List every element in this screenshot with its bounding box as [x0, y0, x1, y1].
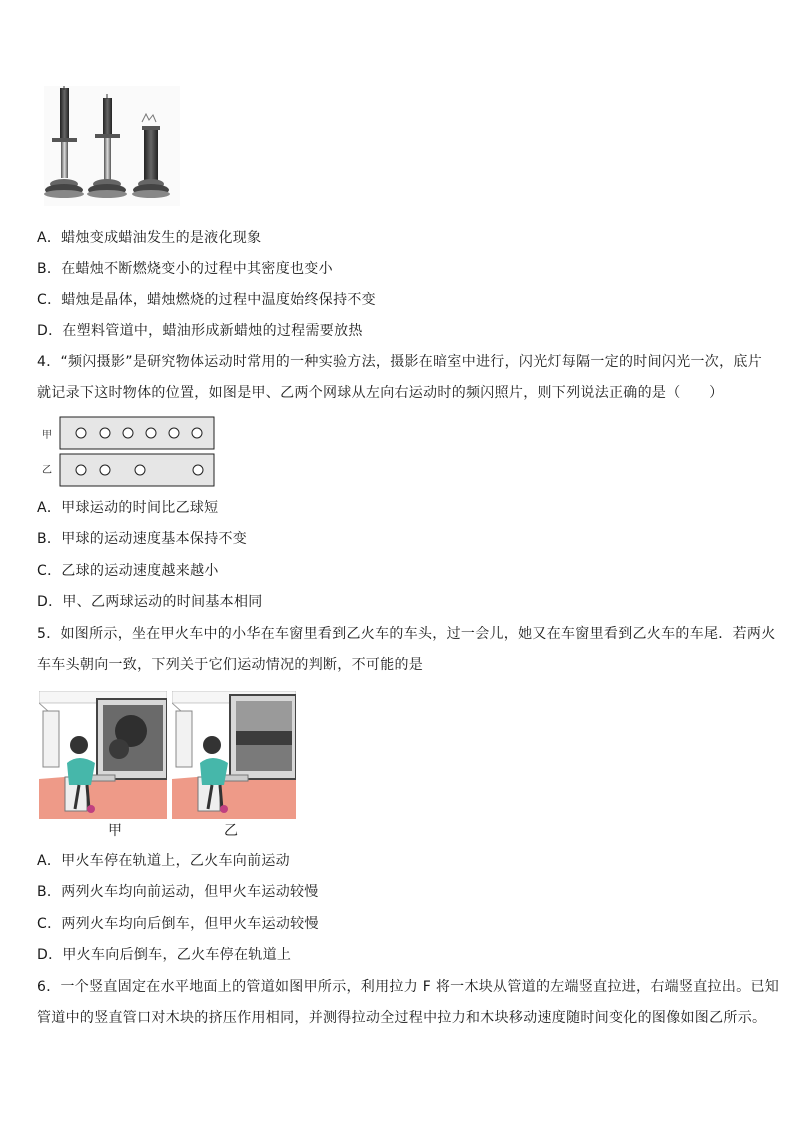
q4-option-b: B．甲球的运动速度基本保持不变	[37, 531, 248, 547]
candles-illustration	[44, 86, 180, 206]
ball-yi-3	[135, 465, 145, 475]
q5-option-b: B．两列火车均向前运动，但甲火车运动较慢	[37, 884, 319, 900]
row-label-yi: 乙	[42, 465, 52, 476]
train-window-illustration-yi	[172, 691, 296, 819]
q5-option-c: C．两列火车均向后倒车，但甲火车运动较慢	[37, 916, 319, 932]
q4-option-d: D．甲、乙两球运动的时间基本相同	[37, 594, 263, 610]
ball-jia-2	[100, 428, 110, 438]
ball-jia-5	[169, 428, 179, 438]
strobe-photo-figure	[40, 416, 220, 488]
ball-jia-6	[192, 428, 202, 438]
strobe-photo-svg	[40, 416, 220, 488]
q3-option-d: D．在塑料管道中，蜡油形成新蜡烛的过程需要放热	[37, 323, 363, 339]
q3-option-b: B．在蜡烛不断燃烧变小的过程中其密度也变小	[37, 261, 333, 277]
q5-stem-line1: 5．如图所示，坐在甲火车中的小华在车窗里看到乙火车的车头，过一会儿，她又在车窗里看到乙火车的车尾．若两火	[37, 626, 776, 642]
q3-option-a: A．蜡烛变成蜡油发生的是液化现象	[37, 230, 262, 246]
row-label-jia: 甲	[42, 430, 52, 441]
q5-stem-line2: 车车头朝向一致，下列关于它们运动情况的判断，不可能的是	[37, 657, 424, 673]
q6-stem-line2: 管道中的竖直管口对木块的挤压作用相同，并测得拉动全过程中拉力和木块移动速度随时间变化的图像如图乙所示。	[37, 1010, 767, 1026]
ball-jia-4	[146, 428, 156, 438]
q5-option-a: A．甲火车停在轨道上，乙火车向前运动	[37, 853, 290, 869]
ball-jia-3	[123, 428, 133, 438]
candles-figure	[44, 86, 180, 206]
train-window-figure-yi	[172, 691, 296, 819]
ball-yi-2	[100, 465, 110, 475]
q3-option-c: C．蜡烛是晶体，蜡烛燃烧的过程中温度始终保持不变	[37, 292, 376, 308]
q4-option-c: C．乙球的运动速度越来越小	[37, 563, 219, 579]
ball-yi-4	[193, 465, 203, 475]
train-window-illustration-jia	[39, 691, 167, 819]
figure-caption-jia: 甲	[108, 823, 122, 839]
q6-stem-line1: 6．一个竖直固定在水平地面上的管道如图甲所示，利用拉力 F 将一木块从管道的左端竖直拉进，右端竖直拉出。已知	[37, 979, 780, 995]
train-window-figure-jia	[39, 691, 167, 819]
q4-stem-line1: 4．“频闪摄影”是研究物体运动时常用的一种实验方法，摄影在暗室中进行，闪光灯每隔一定的时间闪光一次，底片	[37, 354, 763, 370]
q4-option-a: A．甲球运动的时间比乙球短	[37, 500, 219, 516]
q5-option-d: D．甲火车向后倒车，乙火车停在轨道上	[37, 947, 292, 963]
q4-stem-line2: 就记录下这时物体的位置，如图是甲、乙两个网球从左向右运动时的频闪照片，则下列说法正确的是（ ）	[37, 385, 724, 401]
ball-jia-1	[76, 428, 86, 438]
figure-caption-yi: 乙	[224, 823, 238, 839]
ball-yi-1	[76, 465, 86, 475]
